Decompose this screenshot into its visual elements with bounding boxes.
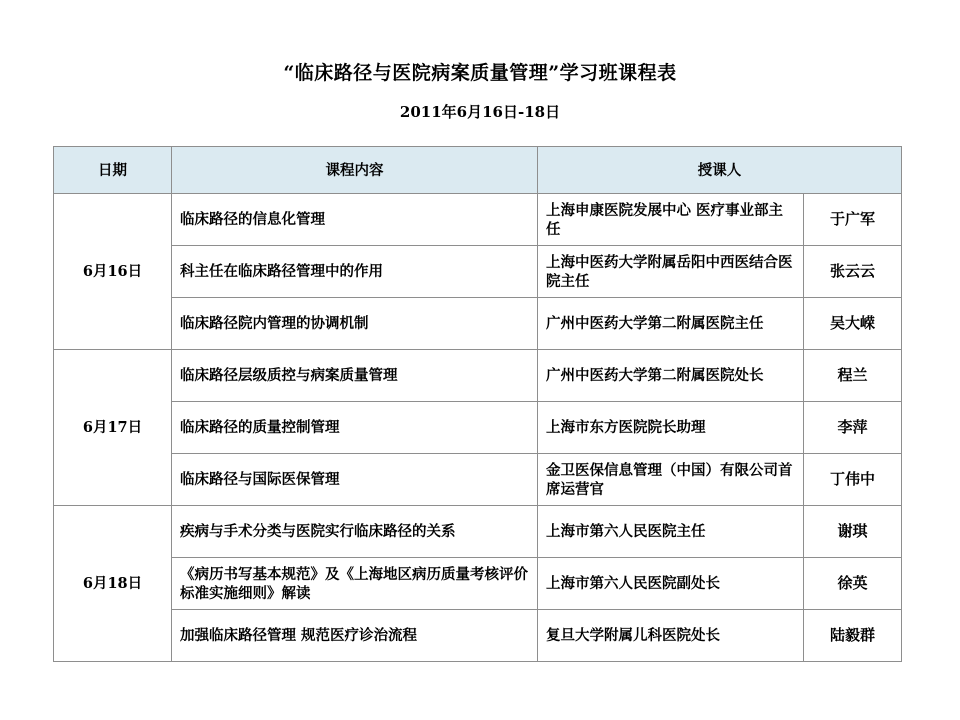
lecturer-title-cell: 上海申康医院发展中心 医疗事业部主任 [538, 194, 804, 246]
document-title: “临床路径与医院病案质量管理”学习班课程表 [283, 62, 677, 84]
lecturer-title-cell: 广州中医药大学第二附属医院处长 [538, 350, 804, 402]
lecturer-name-cell: 丁伟中 [804, 454, 902, 506]
lecturer-name-cell: 李萍 [804, 402, 902, 454]
table-row [54, 246, 902, 298]
lecturer-name-cell: 程兰 [804, 350, 902, 402]
table-row [54, 610, 902, 662]
lecturer-name-cell: 徐英 [804, 558, 902, 610]
course-schedule-table [53, 146, 902, 662]
course-cell: 加强临床路径管理 规范医疗诊治流程 [172, 610, 538, 662]
course-cell: 疾病与手术分类与医院实行临床路径的关系 [172, 506, 538, 558]
lecturer-title-cell: 上海市第六人民医院主任 [538, 506, 804, 558]
table-row [54, 454, 902, 506]
date-cell: 6月18日 [54, 506, 172, 662]
course-cell: 临床路径的信息化管理 [172, 194, 538, 246]
course-cell: 《病历书写基本规范》及《上海地区病历质量考核评价标准实施细则》解读 [172, 558, 538, 610]
table-row [54, 402, 902, 454]
lecturer-name-cell: 谢琪 [804, 506, 902, 558]
table-row [54, 506, 902, 558]
table-row [54, 298, 902, 350]
date-cell: 6月16日 [54, 194, 172, 350]
course-cell: 临床路径院内管理的协调机制 [172, 298, 538, 350]
lecturer-name-cell: 于广军 [804, 194, 902, 246]
course-cell: 临床路径层级质控与病案质量管理 [172, 350, 538, 402]
course-cell: 临床路径与国际医保管理 [172, 454, 538, 506]
lecturer-title-cell: 金卫医保信息管理（中国）有限公司首席运营官 [538, 454, 804, 506]
header-date: 日期 [54, 147, 172, 194]
course-cell: 临床路径的质量控制管理 [172, 402, 538, 454]
lecturer-title-cell: 上海中医药大学附属岳阳中西医结合医院主任 [538, 246, 804, 298]
table-row [54, 194, 902, 246]
lecturer-name-cell: 张云云 [804, 246, 902, 298]
lecturer-name-cell: 陆毅群 [804, 610, 902, 662]
table-header-row [54, 147, 902, 194]
date-cell: 6月17日 [54, 350, 172, 506]
lecturer-name-cell: 吴大嵘 [804, 298, 902, 350]
lecturer-title-cell: 上海市第六人民医院副处长 [538, 558, 804, 610]
table-row [54, 558, 902, 610]
header-course: 课程内容 [172, 147, 538, 194]
lecturer-title-cell: 上海市东方医院院长助理 [538, 402, 804, 454]
table-row [54, 350, 902, 402]
header-lecturer: 授课人 [538, 147, 902, 194]
document-date-range: 2011年6月16日-18日 [399, 103, 561, 121]
lecturer-title-cell: 复旦大学附属儿科医院处长 [538, 610, 804, 662]
course-cell: 科主任在临床路径管理中的作用 [172, 246, 538, 298]
lecturer-title-cell: 广州中医药大学第二附属医院主任 [538, 298, 804, 350]
